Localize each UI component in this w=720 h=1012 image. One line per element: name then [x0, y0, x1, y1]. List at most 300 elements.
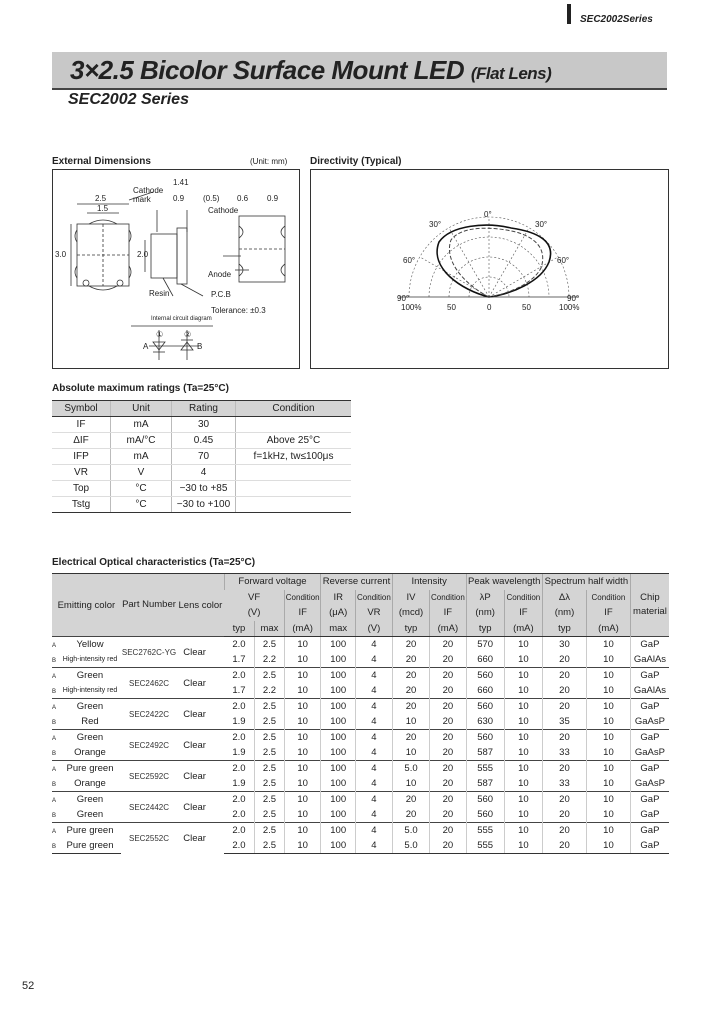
table-row: [52, 823, 669, 839]
head-typ: typ: [542, 621, 586, 637]
table-cell: 2.5: [254, 838, 284, 854]
header-bar: [567, 4, 571, 24]
table-cell: 20: [542, 683, 586, 699]
table-cell: 20: [542, 823, 586, 839]
head-if: IF: [430, 605, 466, 621]
table-cell: GaP: [630, 730, 669, 746]
head-unit-ua: (μA): [321, 605, 356, 621]
table-cell: 10: [587, 683, 631, 699]
table-cell: 20: [542, 668, 586, 684]
table-cell: 1.7: [232, 654, 246, 665]
table-cell: 4: [356, 730, 393, 746]
table-cell: 10: [587, 792, 631, 808]
table-cell: 35: [542, 714, 586, 730]
label-pcb: P.C.B: [211, 290, 231, 299]
emitting-color-name: Green: [76, 701, 104, 712]
head-unit-mcd: (mcd): [392, 605, 430, 621]
head-intensity: Intensity: [392, 574, 466, 590]
angle-30-right: 30°: [535, 220, 548, 229]
table-cell: 4: [172, 465, 236, 481]
table-cell: GaP: [630, 637, 669, 653]
eo-heading: Electrical Optical characteristics (Ta=25°C): [52, 557, 256, 568]
terminal-mark: A: [52, 705, 57, 711]
table-cell: 570: [466, 637, 504, 653]
dim-0-6: 0.6: [237, 194, 249, 203]
table-cell: 10: [285, 761, 321, 777]
head-if: IF: [285, 605, 321, 621]
table-row: [52, 449, 351, 465]
table-row: [52, 668, 669, 684]
eo-table: [52, 573, 669, 854]
terminal-mark: B: [52, 751, 57, 757]
head-typ: typ: [392, 621, 430, 637]
table-cell: 70: [172, 449, 236, 465]
title-rule: [52, 88, 667, 90]
table-row: [52, 497, 351, 513]
table-cell: 4: [356, 652, 393, 668]
head-emitting-color: Emitting color: [52, 574, 121, 637]
table-cell: GaP: [630, 761, 669, 777]
emitting-color-name: Orange: [74, 778, 106, 789]
table-cell: 5.0: [392, 761, 430, 777]
emitting-color-cell: [52, 745, 121, 761]
abs-max-table: [52, 400, 351, 513]
table-cell: [236, 497, 352, 513]
table-cell: 2.0: [224, 761, 254, 777]
table-cell: 33: [542, 776, 586, 792]
directivity-heading: Directivity (Typical): [310, 156, 402, 167]
pin-1-label: ①: [156, 330, 164, 339]
table-cell: 660: [466, 683, 504, 699]
table-cell: 100: [321, 807, 356, 823]
table-cell: IFP: [52, 449, 111, 465]
table-cell: GaAsP: [630, 714, 669, 730]
table-cell: 10: [504, 807, 542, 823]
angle-90-right: 90°: [567, 294, 580, 303]
table-cell: 10: [587, 668, 631, 684]
table-cell: 555: [466, 838, 504, 854]
table-row: [52, 417, 351, 433]
emitting-color-cell: [52, 761, 121, 777]
external-dimensions-panel: [52, 169, 300, 369]
emitting-color-cell: [52, 776, 121, 792]
head-lens-color: Lens color: [177, 574, 224, 637]
table-row: [52, 699, 669, 715]
table-cell: 33: [542, 745, 586, 761]
table-cell: 10: [504, 714, 542, 730]
table-cell: 0.45: [172, 433, 236, 449]
emitting-color-name: Red: [81, 716, 99, 727]
table-cell: 560: [466, 792, 504, 808]
lens-color-cell: Clear: [177, 761, 224, 792]
table-cell: GaAsP: [630, 776, 669, 792]
table-cell: 4: [356, 776, 393, 792]
terminal-mark: B: [52, 844, 57, 850]
head-unit-nm: (nm): [542, 605, 586, 621]
directivity-panel: [310, 169, 669, 369]
table-cell: 4: [356, 792, 393, 808]
page-number: 52: [22, 980, 35, 992]
table-cell: 2.5: [254, 792, 284, 808]
emitting-color-cell: [52, 683, 121, 699]
head-condition: Condition: [285, 590, 321, 606]
table-cell: 555: [466, 761, 504, 777]
head-unit-ma: (mA): [430, 621, 466, 637]
table-cell: 100: [321, 683, 356, 699]
table-cell: 4: [356, 745, 393, 761]
terminal-mark: A: [52, 767, 57, 773]
head-peak-wavelength: Peak wavelength: [466, 574, 542, 590]
table-cell: 100: [321, 652, 356, 668]
column-header: Symbol: [52, 401, 111, 417]
table-cell: 10: [392, 776, 430, 792]
part-number-cell: SEC2592C: [121, 761, 178, 792]
table-cell: 2.5: [254, 745, 284, 761]
table-cell: GaP: [630, 699, 669, 715]
table-cell: 100: [321, 745, 356, 761]
table-cell: 20: [430, 730, 466, 746]
table-cell: GaP: [630, 823, 669, 839]
table-cell: 100: [321, 823, 356, 839]
part-number-cell: SEC2492C: [121, 730, 178, 761]
emitting-color-name: Orange: [74, 747, 106, 758]
part-number-cell: SEC2422C: [121, 699, 178, 730]
table-cell: 10: [504, 761, 542, 777]
table-cell: 20: [392, 668, 430, 684]
table-cell: 20: [430, 745, 466, 761]
head-condition: Condition: [587, 590, 631, 606]
terminal-mark: B: [52, 813, 57, 819]
table-cell: 20: [430, 637, 466, 653]
dim-0-9-left: 0.9: [173, 194, 185, 203]
table-cell: 4: [356, 807, 393, 823]
head-iv: IV: [392, 590, 430, 606]
table-cell: 10: [504, 776, 542, 792]
scale-label-0: 100%: [401, 303, 422, 312]
table-cell: 560: [466, 730, 504, 746]
part-number-cell: SEC2442C: [121, 792, 178, 823]
table-row: [52, 730, 669, 746]
table-cell: 20: [542, 761, 586, 777]
table-row: [52, 792, 669, 808]
emitting-color-name: Pure green: [66, 840, 114, 851]
table-cell: 2.0: [224, 699, 254, 715]
dim-3-0: 3.0: [55, 250, 67, 259]
table-cell: 2.0: [224, 792, 254, 808]
table-cell: 560: [466, 807, 504, 823]
lens-color-cell: Clear: [177, 730, 224, 761]
dim-0-5: (0.5): [203, 194, 220, 203]
table-cell: 2.2: [254, 683, 284, 699]
table-cell: 2.5: [254, 730, 284, 746]
angle-90-left: 90°: [397, 294, 410, 303]
table-cell: 10: [504, 730, 542, 746]
table-cell: GaP: [630, 838, 669, 854]
head-if: IF: [504, 605, 542, 621]
table-cell: 10: [285, 823, 321, 839]
angle-30-left: 30°: [429, 220, 442, 229]
head-forward-voltage: Forward voltage: [224, 574, 321, 590]
table-cell: IF: [52, 417, 111, 433]
head-unit-nm: (nm): [466, 605, 504, 621]
table-cell: 100: [321, 699, 356, 715]
terminal-mark: A: [52, 674, 57, 680]
emitting-color-cell: [52, 637, 121, 653]
table-cell: V: [111, 465, 172, 481]
table-cell: Top: [52, 481, 111, 497]
table-cell: 20: [430, 714, 466, 730]
head-unit-ma: (mA): [504, 621, 542, 637]
table-cell: 5.0: [392, 823, 430, 839]
emitting-color-cell: [52, 823, 121, 839]
table-cell: 10: [587, 652, 631, 668]
table-cell: −30 to +100: [172, 497, 236, 513]
table-cell: 1.9: [232, 747, 246, 758]
external-dimensions-heading: External Dimensions: [52, 156, 151, 167]
table-cell: 2.5: [254, 699, 284, 715]
table-cell: 2.5: [254, 776, 284, 792]
table-cell: GaAlAs: [630, 652, 669, 668]
table-cell: GaAlAs: [630, 683, 669, 699]
table-cell: 2.0: [224, 730, 254, 746]
head-typ: typ: [224, 621, 254, 637]
table-cell: 10: [587, 838, 631, 854]
table-cell: 10: [285, 699, 321, 715]
table-cell: 100: [321, 637, 356, 653]
head-chip-material: Chip material: [630, 574, 669, 637]
table-header-row: [52, 401, 351, 417]
dim-1-41: 1.41: [173, 178, 189, 187]
table-cell: 10: [504, 792, 542, 808]
table-cell: 10: [587, 761, 631, 777]
table-cell: 10: [587, 637, 631, 653]
title-main-text: 3×2.5 Bicolor Surface Mount LED: [70, 55, 465, 85]
table-cell: 10: [285, 637, 321, 653]
table-cell: 10: [504, 745, 542, 761]
table-cell: 20: [430, 699, 466, 715]
head-ir: IR: [321, 590, 356, 606]
table-cell: 10: [504, 637, 542, 653]
scale-label-2: 0: [487, 303, 492, 312]
table-cell: Above 25°C: [236, 433, 352, 449]
head-condition: Condition: [504, 590, 542, 606]
head-unit-v: (V): [356, 621, 393, 637]
pin-2-label: ②: [184, 330, 192, 339]
emitting-color-name: High-intensity red: [62, 655, 118, 663]
head-vf: VF: [224, 590, 284, 606]
table-cell: 30: [172, 417, 236, 433]
part-number-cell: SEC2462C: [121, 668, 178, 699]
table-cell: 10: [504, 683, 542, 699]
table-cell: 587: [466, 776, 504, 792]
head-spectrum-half-width: Spectrum half width: [542, 574, 630, 590]
table-cell: 20: [392, 699, 430, 715]
scale-label-3: 50: [522, 303, 531, 312]
dim-1-5: 1.5: [97, 204, 109, 213]
emitting-color-name: Green: [76, 732, 104, 743]
emitting-color-cell: [52, 838, 121, 854]
table-cell: 1.7: [232, 685, 246, 696]
table-cell: 10: [587, 776, 631, 792]
head-if: IF: [587, 605, 631, 621]
table-cell: GaP: [630, 807, 669, 823]
table-cell: 10: [587, 807, 631, 823]
table-cell: 4: [356, 761, 393, 777]
table-cell: 2.0: [224, 637, 254, 653]
terminal-mark: B: [52, 720, 57, 726]
table-cell: [236, 417, 352, 433]
lens-color-cell: Clear: [177, 637, 224, 668]
terminal-mark: A: [52, 798, 57, 804]
lens-color-cell: Clear: [177, 668, 224, 699]
table-cell: 20: [430, 823, 466, 839]
head-max: max: [321, 621, 356, 637]
table-cell: 1.9: [232, 778, 246, 789]
table-cell: mA/°C: [111, 433, 172, 449]
eo-body: [52, 637, 669, 854]
table-cell: 587: [466, 745, 504, 761]
column-header: Condition: [236, 401, 352, 417]
table-cell: 10: [587, 699, 631, 715]
lens-color-cell: Clear: [177, 699, 224, 730]
column-header: Rating: [172, 401, 236, 417]
table-cell: 20: [392, 683, 430, 699]
table-cell: 2.0: [224, 823, 254, 839]
table-cell: 2.0: [224, 838, 254, 854]
table-cell: 20: [430, 761, 466, 777]
table-cell: 10: [587, 823, 631, 839]
table-cell: 2.5: [254, 807, 284, 823]
table-cell: 660: [466, 652, 504, 668]
table-cell: 10: [504, 838, 542, 854]
table-cell: 10: [285, 792, 321, 808]
title-sub-text: (Flat Lens): [470, 64, 552, 83]
table-cell: 4: [356, 714, 393, 730]
table-cell: 4: [356, 823, 393, 839]
table-cell: GaP: [630, 668, 669, 684]
table-cell: 2.0: [224, 668, 254, 684]
table-cell: 20: [392, 792, 430, 808]
table-cell: 20: [392, 730, 430, 746]
table-cell: 10: [285, 776, 321, 792]
table-cell: 20: [430, 668, 466, 684]
head-unit-ma: (mA): [587, 621, 631, 637]
table-cell: 20: [542, 699, 586, 715]
table-cell: 100: [321, 761, 356, 777]
table-cell: 5.0: [392, 838, 430, 854]
head-unit-ma: (mA): [285, 621, 321, 637]
table-cell: 10: [504, 823, 542, 839]
part-number-cell: SEC2762C-YG: [121, 637, 178, 668]
head-typ: typ: [466, 621, 504, 637]
lens-color-cell: Clear: [177, 792, 224, 823]
table-cell: [236, 481, 352, 497]
table-cell: ΔIF: [52, 433, 111, 449]
table-cell: 20: [542, 838, 586, 854]
table-cell: 10: [587, 714, 631, 730]
scale-label-4: 100%: [559, 303, 580, 312]
table-cell: 100: [321, 668, 356, 684]
table-cell: 20: [542, 792, 586, 808]
table-cell: Tstg: [52, 497, 111, 513]
table-row: [52, 481, 351, 497]
angle-60-right: 60°: [557, 256, 570, 265]
table-cell: 4: [356, 838, 393, 854]
series-name: SEC2002 Series: [68, 91, 189, 108]
emitting-color-name: Yellow: [76, 639, 104, 650]
table-cell: 560: [466, 668, 504, 684]
table-cell: GaP: [630, 792, 669, 808]
table-cell: 1.9: [232, 716, 246, 727]
column-header: Unit: [111, 401, 172, 417]
emitting-color-cell: [52, 730, 121, 746]
table-cell: 100: [321, 730, 356, 746]
dim-0-9-right: 0.9: [267, 194, 279, 203]
table-cell: 2.2: [254, 652, 284, 668]
header-series-label: SEC2002Series: [580, 14, 653, 25]
table-cell: f=1kHz, tw≤100μs: [236, 449, 352, 465]
emitting-color-name: Green: [76, 794, 104, 805]
label-tolerance: Tolerance: ±0.3: [211, 306, 266, 315]
terminal-mark: A: [52, 736, 57, 742]
table-cell: 10: [504, 652, 542, 668]
table-cell: 10: [285, 668, 321, 684]
table-cell: 2.5: [254, 714, 284, 730]
table-cell: 10: [504, 699, 542, 715]
terminal-a-label: A: [143, 342, 149, 351]
table-cell: 20: [542, 807, 586, 823]
table-cell: 10: [285, 730, 321, 746]
label-cathode: Cathode: [208, 206, 239, 215]
table-cell: 100: [321, 838, 356, 854]
table-cell: 630: [466, 714, 504, 730]
table-row: [52, 637, 669, 653]
table-cell: 2.5: [254, 637, 284, 653]
table-cell: VR: [52, 465, 111, 481]
table-cell: 2.5: [254, 761, 284, 777]
table-cell: 20: [430, 776, 466, 792]
table-cell: 10: [504, 668, 542, 684]
label-cathode-mark: Cathode mark: [133, 186, 164, 204]
emitting-color-name: High-intensity red: [62, 686, 118, 694]
table-cell: GaAsP: [630, 745, 669, 761]
table-cell: 20: [430, 792, 466, 808]
emitting-color-cell: [52, 668, 121, 684]
table-cell: 20: [430, 652, 466, 668]
head-condition: Condition: [430, 590, 466, 606]
emitting-color-name: Green: [76, 809, 104, 820]
emitting-color-name: Pure green: [66, 825, 114, 836]
head-unit-v: (V): [224, 605, 284, 621]
angle-0: 0°: [484, 210, 492, 219]
emitting-color-cell: [52, 699, 121, 715]
head-max: max: [254, 621, 284, 637]
label-anode: Anode: [208, 270, 232, 279]
table-cell: 20: [542, 652, 586, 668]
unit-note: (Unit: mm): [250, 157, 288, 166]
table-cell: 10: [285, 807, 321, 823]
table-cell: −30 to +85: [172, 481, 236, 497]
table-cell: 2.5: [254, 668, 284, 684]
table-row: [52, 465, 351, 481]
table-cell: 100: [321, 776, 356, 792]
head-reverse-current: Reverse current: [321, 574, 392, 590]
label-internal-circuit: Internal circuit diagram: [151, 316, 212, 322]
table-cell: 10: [285, 838, 321, 854]
table-cell: 20: [430, 683, 466, 699]
table-row: [52, 433, 351, 449]
abs-max-body: [52, 417, 351, 513]
